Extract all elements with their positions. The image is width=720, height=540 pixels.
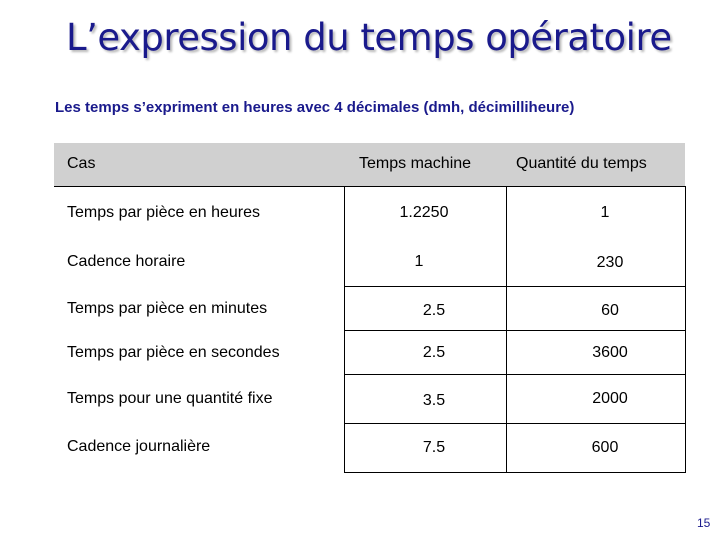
row-temps-machine: 7.5 xyxy=(422,439,446,456)
row-temps-machine: 1.2250 xyxy=(399,204,449,221)
row-label: Cadence horaire xyxy=(67,253,186,270)
row-label: Cadence journalière xyxy=(67,438,211,455)
row-temps-machine: 1 xyxy=(414,253,424,270)
row-label: Temps par pièce en heures xyxy=(67,204,260,221)
page-number: 15 xyxy=(697,516,711,530)
row-quantite: 2000 xyxy=(592,390,628,407)
row-quantite: 230 xyxy=(596,254,624,271)
table-bottom-border xyxy=(344,472,686,473)
row-divider xyxy=(344,374,686,375)
row-quantite: 60 xyxy=(601,302,619,319)
slide-title: L’expression du temps opératoire xyxy=(66,16,672,59)
row-temps-machine: 3.5 xyxy=(422,392,446,409)
header-quantite: Quantité du temps xyxy=(516,155,647,172)
row-quantite: 600 xyxy=(591,439,619,456)
slide-subtitle: Les temps s’expriment en heures avec 4 décimales (dmh, décimilliheure) xyxy=(55,99,575,116)
row-temps-machine: 2.5 xyxy=(422,344,446,361)
header-temps-machine: Temps machine xyxy=(359,155,472,172)
row-label: Temps par pièce en secondes xyxy=(67,344,280,361)
row-divider xyxy=(344,286,686,287)
row-quantite: 1 xyxy=(600,204,610,221)
row-temps-machine: 2.5 xyxy=(422,302,446,319)
row-divider xyxy=(344,423,686,424)
header-cas: Cas xyxy=(67,155,96,172)
row-label: Temps pour une quantité fixe xyxy=(67,390,273,407)
row-quantite: 3600 xyxy=(592,344,628,361)
row-label: Temps par pièce en minutes xyxy=(67,300,268,317)
row-divider xyxy=(344,330,686,331)
